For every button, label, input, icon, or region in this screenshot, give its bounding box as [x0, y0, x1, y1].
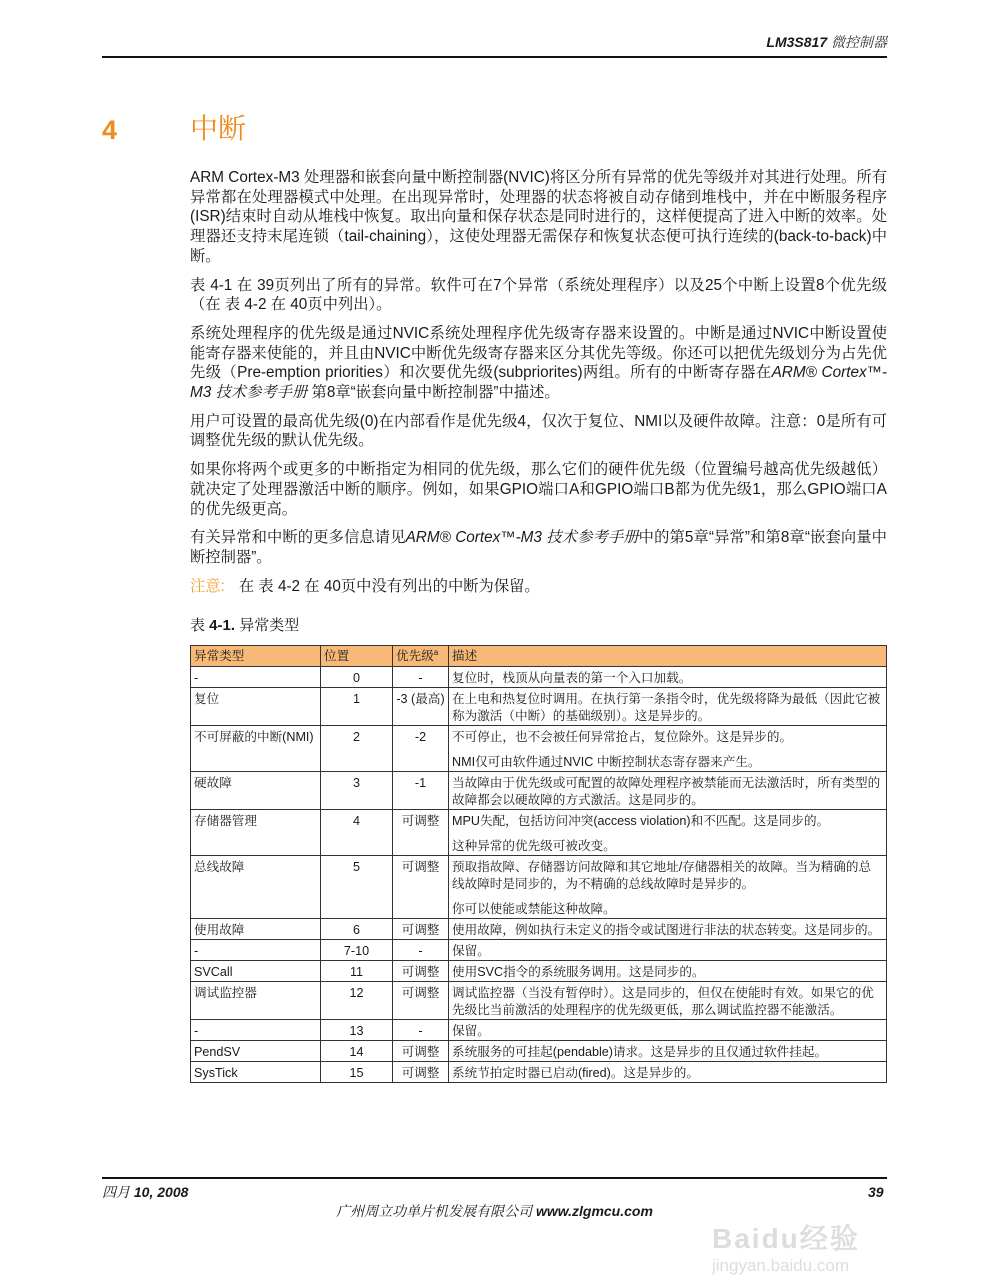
- description-paragraph: 调试监控器（当没有暂停时）。这是同步的，但仅在使能时有效。如果它的优先级比当前激活的处理程序的优先级更低，那么调试监控器不能激活。: [452, 986, 874, 1018]
- table-row: [191, 982, 887, 1020]
- description-paragraph: 系统服务的可挂起(pendable)请求。这是异步的且仅通过软件挂起。: [452, 1045, 828, 1060]
- table-row: [191, 961, 887, 982]
- cell-description: [449, 810, 887, 856]
- description-paragraph: 系统节拍定时器已启动(fired)。这是异步的。: [452, 1066, 699, 1081]
- table-row: [191, 667, 887, 688]
- cell-priority: -: [393, 1020, 449, 1041]
- table-row: [191, 919, 887, 940]
- cell-priority: -1: [393, 772, 449, 810]
- description-paragraph: 当故障由于优先级或可配置的故障处理程序被禁能而无法激活时，所有类型的故障都会以硬故障的方式激活。这是同步的。: [452, 776, 881, 808]
- note-label: 注意:: [190, 577, 225, 595]
- cell-type: 复位: [191, 688, 321, 726]
- chapter-number: 4: [102, 115, 118, 145]
- cell-position: 11: [321, 961, 393, 982]
- description-paragraph: 保留。: [452, 944, 490, 959]
- cell-description: [449, 961, 887, 982]
- cell-description: [449, 772, 887, 810]
- cell-position: 2: [321, 726, 393, 772]
- cell-description: [449, 1062, 887, 1083]
- cell-description: [449, 940, 887, 961]
- description-paragraph: 这种异常的优先级可被改变。: [452, 839, 616, 854]
- table-caption: [190, 616, 887, 635]
- cell-position: 3: [321, 772, 393, 810]
- cell-type: SVCall: [191, 961, 321, 982]
- text: 系统处理程序的优先级是通过NVIC系统处理程序优先级寄存器来设置的。中断是通过NVIC中断设置使能寄存器来使能的，并且由NVIC中断优先级寄存器来区分其优先等级。你还可以把优先级划分为占先优先级（Pre-emption priorities）和次要优先级(subpriorites)两组。所有的中断寄存器在: [190, 324, 887, 382]
- cell-position: 15: [321, 1062, 393, 1083]
- table-row: [191, 810, 887, 856]
- reference-title: ARM® Cortex™-M3 技术参考手册: [405, 529, 639, 547]
- cell-priority: 可调整: [393, 982, 449, 1020]
- watermark-logo: Baidu经验: [712, 1223, 860, 1254]
- description-paragraph: 使用SVC指令的系统服务调用。这是同步的。: [452, 965, 705, 980]
- table-row: [191, 940, 887, 961]
- table-row: [191, 772, 887, 810]
- cell-position: 1: [321, 688, 393, 726]
- cell-priority: 可调整: [393, 810, 449, 856]
- cell-type: 使用故障: [191, 919, 321, 940]
- text: 中的第5章“异常”和第8章“嵌套向量中断控制器”。: [190, 529, 887, 566]
- exception-types-table: [190, 645, 887, 1083]
- description-paragraph: 不可停止，也不会被任何异常抢占，复位除外。这是异步的。: [452, 730, 793, 745]
- cell-type: 调试监控器: [191, 982, 321, 1020]
- table-row: [191, 726, 887, 772]
- cell-priority: 可调整: [393, 961, 449, 982]
- running-header: [766, 33, 887, 51]
- cell-type: 总线故障: [191, 856, 321, 919]
- caption-number: 4-1.: [209, 617, 236, 635]
- main-content: [190, 168, 887, 1083]
- cell-type: 不可屏蔽的中断(NMI): [191, 726, 321, 772]
- footer-company: [0, 1203, 989, 1220]
- description-paragraph: 使用故障，例如执行未定义的指令或试图进行非法的状态转变。这是同步的。: [452, 923, 881, 938]
- cell-description: [449, 726, 887, 772]
- paragraph-5: 如果你将两个或更多的中断指定为相同的优先级，那么它们的硬件优先级（位置编号越高优先级越低）就决定了处理器激活中断的顺序。例如，如果GPIO端口A和GPIO端口B都为优先级1，那么GPIO端口A的优先级更高。: [190, 461, 887, 518]
- cell-priority: -: [393, 940, 449, 961]
- footnote-marker: a: [433, 648, 439, 658]
- col-header-type: 异常类型: [191, 646, 321, 667]
- paragraph-6: [190, 528, 887, 567]
- cell-priority: -2: [393, 726, 449, 772]
- cell-type: -: [191, 1020, 321, 1041]
- header-product: LM3S817: [766, 34, 828, 50]
- cell-position: 13: [321, 1020, 393, 1041]
- reference-title: ARM® Cortex™-M3 技术参考手册: [190, 364, 887, 402]
- description-paragraph: 复位时，栈顶从向量表的第一个入口加载。: [452, 671, 692, 686]
- col-header-position: 位置: [321, 646, 393, 667]
- header-rule: [102, 56, 887, 58]
- cell-type: SysTick: [191, 1062, 321, 1083]
- paragraph-2: 表 4-1 在 39页列出了所有的异常。软件可在7个异常（系统处理程序）以及25个中断上设置8个优先级（在 表 4-2 在 40页中列出）。: [190, 276, 887, 314]
- description-paragraph: NMI仅可由软件通过NVIC 中断控制状态寄存器来产生。: [452, 755, 761, 770]
- cell-priority: 可调整: [393, 1062, 449, 1083]
- description-paragraph: 你可以使能或禁能这种故障。: [452, 902, 616, 917]
- paragraph-4: 用户可设置的最高优先级(0)在内部看作是优先级4，仅次于复位、NMI以及硬件故障。注意：0是所有可调整优先级的默认优先级。: [190, 412, 887, 450]
- cell-description: [449, 667, 887, 688]
- cell-description: [449, 1041, 887, 1062]
- cell-type: 硬故障: [191, 772, 321, 810]
- cell-position: 4: [321, 810, 393, 856]
- text: 有关异常和中断的更多信息请见: [190, 529, 406, 547]
- cell-type: -: [191, 940, 321, 961]
- cell-position: 0: [321, 667, 393, 688]
- cell-position: 14: [321, 1041, 393, 1062]
- cell-description: [449, 919, 887, 940]
- text: 第8章“嵌套向量中断控制器”中描述。: [307, 384, 560, 402]
- description-paragraph: 预取指故障、存储器访问故障和其它地址/存储器相关的故障。当为精确的总线故障时是同步的，为不精确的总线故障时是异步的。: [452, 860, 872, 892]
- cell-priority: 可调整: [393, 1041, 449, 1062]
- cell-description: [449, 982, 887, 1020]
- header-suffix: 微控制器: [831, 34, 887, 50]
- description-paragraph: MPU失配，包括访问冲突(access violation)和不匹配。这是同步的。: [452, 814, 830, 829]
- caption-prefix: 表: [190, 617, 210, 635]
- cell-position: 5: [321, 856, 393, 919]
- cell-type: -: [191, 667, 321, 688]
- footer-month: 四月: [102, 1184, 130, 1200]
- footer-day-year: 10, 2008: [133, 1184, 189, 1200]
- priority-label: 优先级: [396, 649, 434, 664]
- cell-priority: -3 (最高): [393, 688, 449, 726]
- table-row: [191, 1041, 887, 1062]
- table-row: [191, 1062, 887, 1083]
- note: [190, 577, 887, 597]
- chapter-title: 中断: [190, 113, 247, 144]
- cell-position: 7-10: [321, 940, 393, 961]
- cell-description: [449, 688, 887, 726]
- cell-type: 存储器管理: [191, 810, 321, 856]
- cell-priority: 可调整: [393, 856, 449, 919]
- cell-type: PendSV: [191, 1041, 321, 1062]
- col-header-description: 描述: [449, 646, 887, 667]
- cell-position: 12: [321, 982, 393, 1020]
- description-paragraph: 保留。: [452, 1024, 490, 1039]
- page-number: 39: [868, 1184, 884, 1200]
- footer-date: [102, 1184, 188, 1201]
- company-website: www.zlgmcu.com: [535, 1203, 653, 1219]
- table-row: [191, 1020, 887, 1041]
- note-text: 在 表 4-2 在 40页中没有列出的中断为保留。: [238, 577, 540, 595]
- watermark-url: jingyan.baidu.com: [712, 1256, 850, 1275]
- cell-priority: 可调整: [393, 919, 449, 940]
- cell-position: 6: [321, 919, 393, 940]
- cell-priority: -: [393, 667, 449, 688]
- table-row: [191, 856, 887, 919]
- footer-rule: [102, 1177, 887, 1179]
- table-header-row: [191, 646, 887, 667]
- caption-text: 异常类型: [235, 617, 300, 635]
- col-header-priority: [393, 646, 449, 667]
- paragraph-1: ARM Cortex-M3 处理器和嵌套向量中断控制器(NVIC)将区分所有异常的优先等级并对其进行处理。所有异常都在处理器模式中处理。在出现异常时，处理器的状态将被自动存储到堆栈中，并在中断服务程序(ISR)结束时自动从堆栈中恢复。取出向量和保存状态是同时进行的，这样便提高了进入中断的效率。处理器还支持末尾连锁（tail-chaining），这使处理器无需保存和恢复状态便可执行连续的(back-to-back)中断。: [190, 169, 887, 265]
- cell-description: [449, 856, 887, 919]
- description-paragraph: 在上电和热复位时调用。在执行第一条指令时，优先级将降为最低（因此它被称为激活（中断）的基础级别）。这是异步的。: [452, 692, 881, 724]
- cell-description: [449, 1020, 887, 1041]
- paragraph-3: [190, 324, 887, 403]
- table-row: [191, 688, 887, 726]
- company-name: 广州周立功单片机发展有限公司: [336, 1203, 533, 1219]
